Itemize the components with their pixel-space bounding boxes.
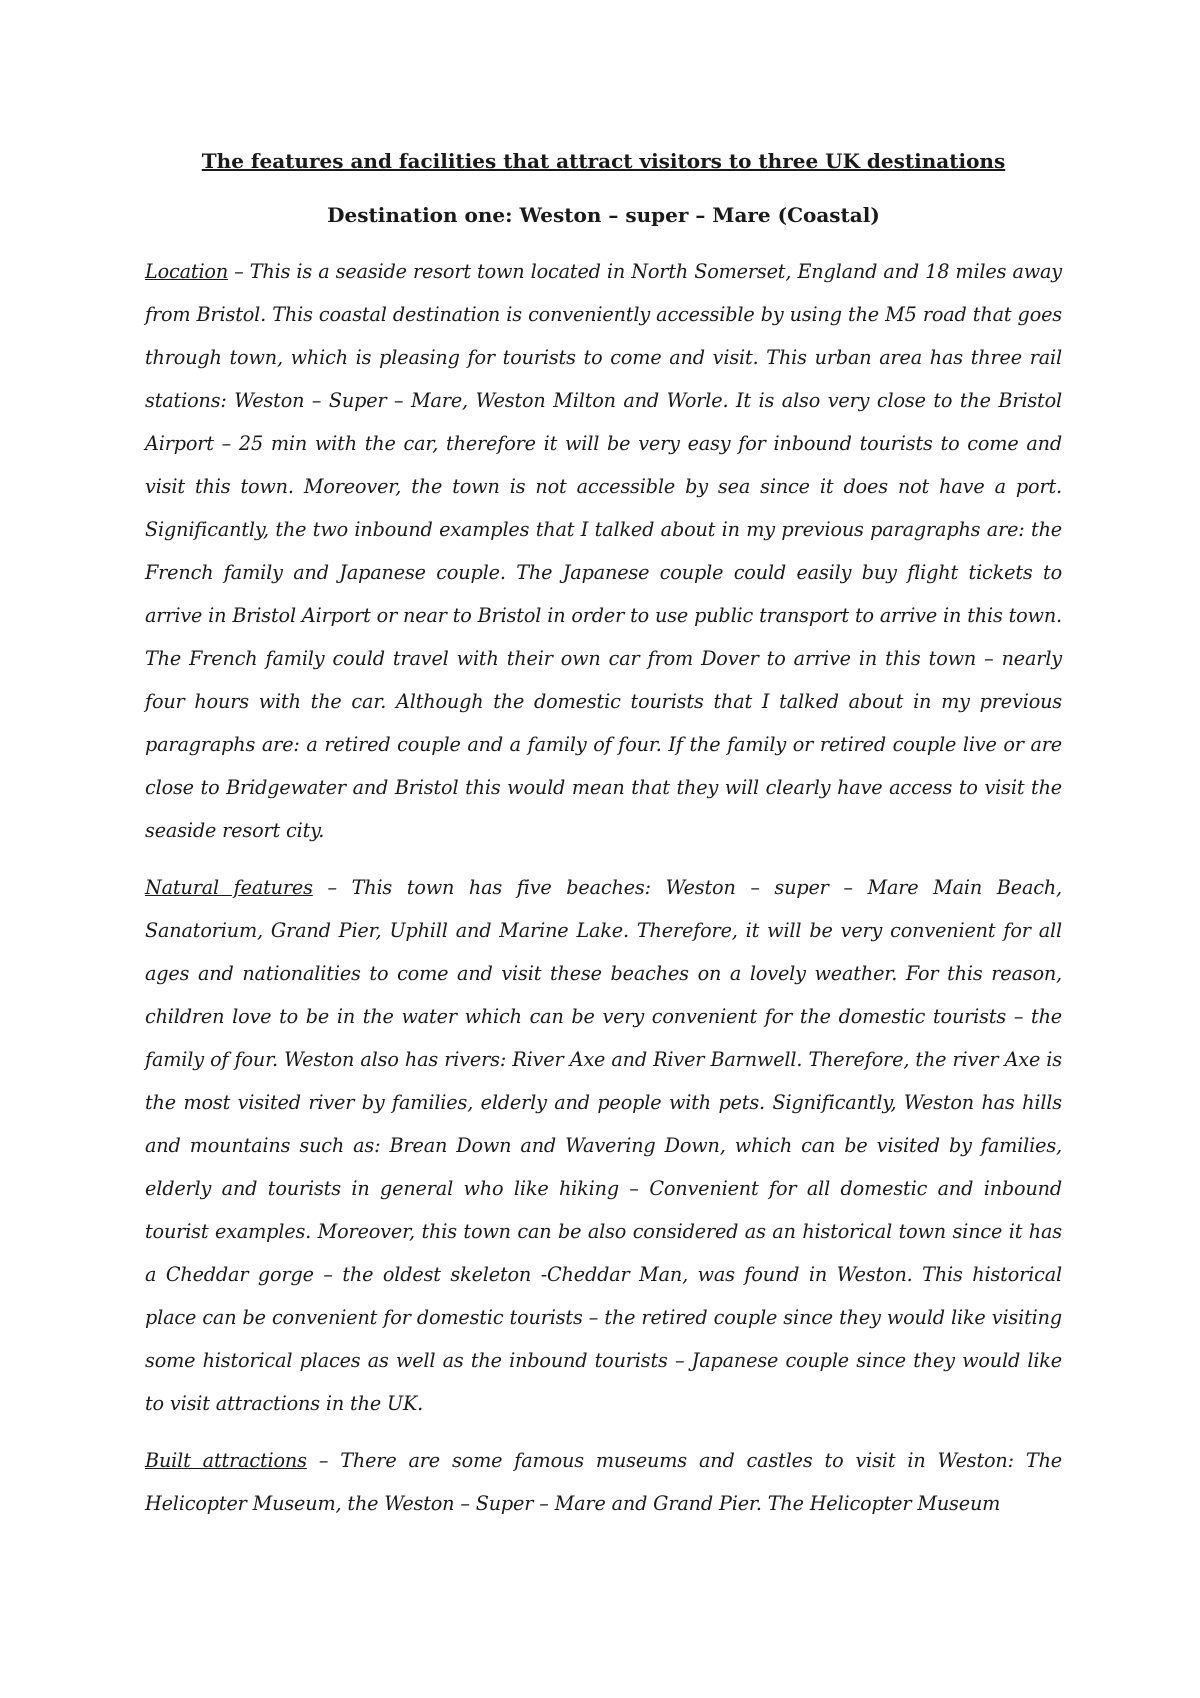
built-attractions-paragraph bbox=[145, 1439, 1062, 1525]
location-paragraph bbox=[145, 250, 1062, 852]
built-attractions-heading: Built attractions bbox=[145, 1449, 307, 1472]
built-attractions-body: – There are some famous museums and castles to visit in Weston: The Helicopter Museum, the Weston – Super – Mare and Grand Pier. The Helicopter Museum bbox=[145, 1449, 1062, 1515]
document-page bbox=[145, 140, 1062, 1539]
document-title: The features and facilities that attract visitors to three UK destinations bbox=[201, 149, 1006, 173]
natural-features-paragraph bbox=[145, 866, 1062, 1425]
natural-features-body: – This town has five beaches: Weston – super – Mare Main Beach, Sanatorium, Grand Pier, Uphill and Marine Lake. Therefore, it will be very convenient for all ages and nationalities to come and visit these beaches on a lovely weather. For this reason, children love to be in the water which can be very convenient for the domestic tourists – the family of four. Weston also has rivers: River Axe and River Barnwell. Therefore, the river Axe is the most visited river by families, elderly and people with pets. Significantly, Weston has hills and mountains such as: Brean Down and Wavering Down, which can be visited by families, elderly and tourists in general who like hiking – Convenient for all domestic and inbound tourist examples. Moreover, this town can be also considered as an historical town since it has a Cheddar gorge – the oldest skeleton -Cheddar Man, was found in Weston. This historical place can be convenient for domestic tourists – the retired couple since they would like visiting some historical places as well as the inbound tourists – Japanese couple since they would like to visit attractions in the UK. bbox=[145, 876, 1062, 1415]
location-body: – This is a seaside resort town located in North Somerset, England and 18 miles away from Bristol. This coastal destination is conveniently accessible by using the M5 road that goes through town, which is pleasing for tourists to come and visit. This urban area has three rail stations: Weston – Super – Mare, Weston Milton and Worle. It is also very close to the Bristol Airport – 25 min with the car, therefore it will be very easy for inbound tourists to come and visit this town. Moreover, the town is not accessible by sea since it does not have a port. Significantly, the two inbound examples that I talked about in my previous paragraphs are: the French family and Japanese couple. The Japanese couple could easily buy flight tickets to arrive in Bristol Airport or near to Bristol in order to use public transport to arrive in this town. The French family could travel with their own car from Dover to arrive in this town – nearly four hours with the car. Although the domestic tourists that I talked about in my previous paragraphs are: a retired couple and a family of four. If the family or retired couple live or are close to Bridgewater and Bristol this would mean that they will clearly have access to visit the seaside resort city. bbox=[145, 260, 1062, 842]
destination-heading: Destination one: Weston – super – Mare (Coastal) bbox=[327, 203, 880, 227]
location-heading: Location bbox=[145, 260, 229, 283]
natural-features-heading: Natural features bbox=[145, 876, 313, 899]
